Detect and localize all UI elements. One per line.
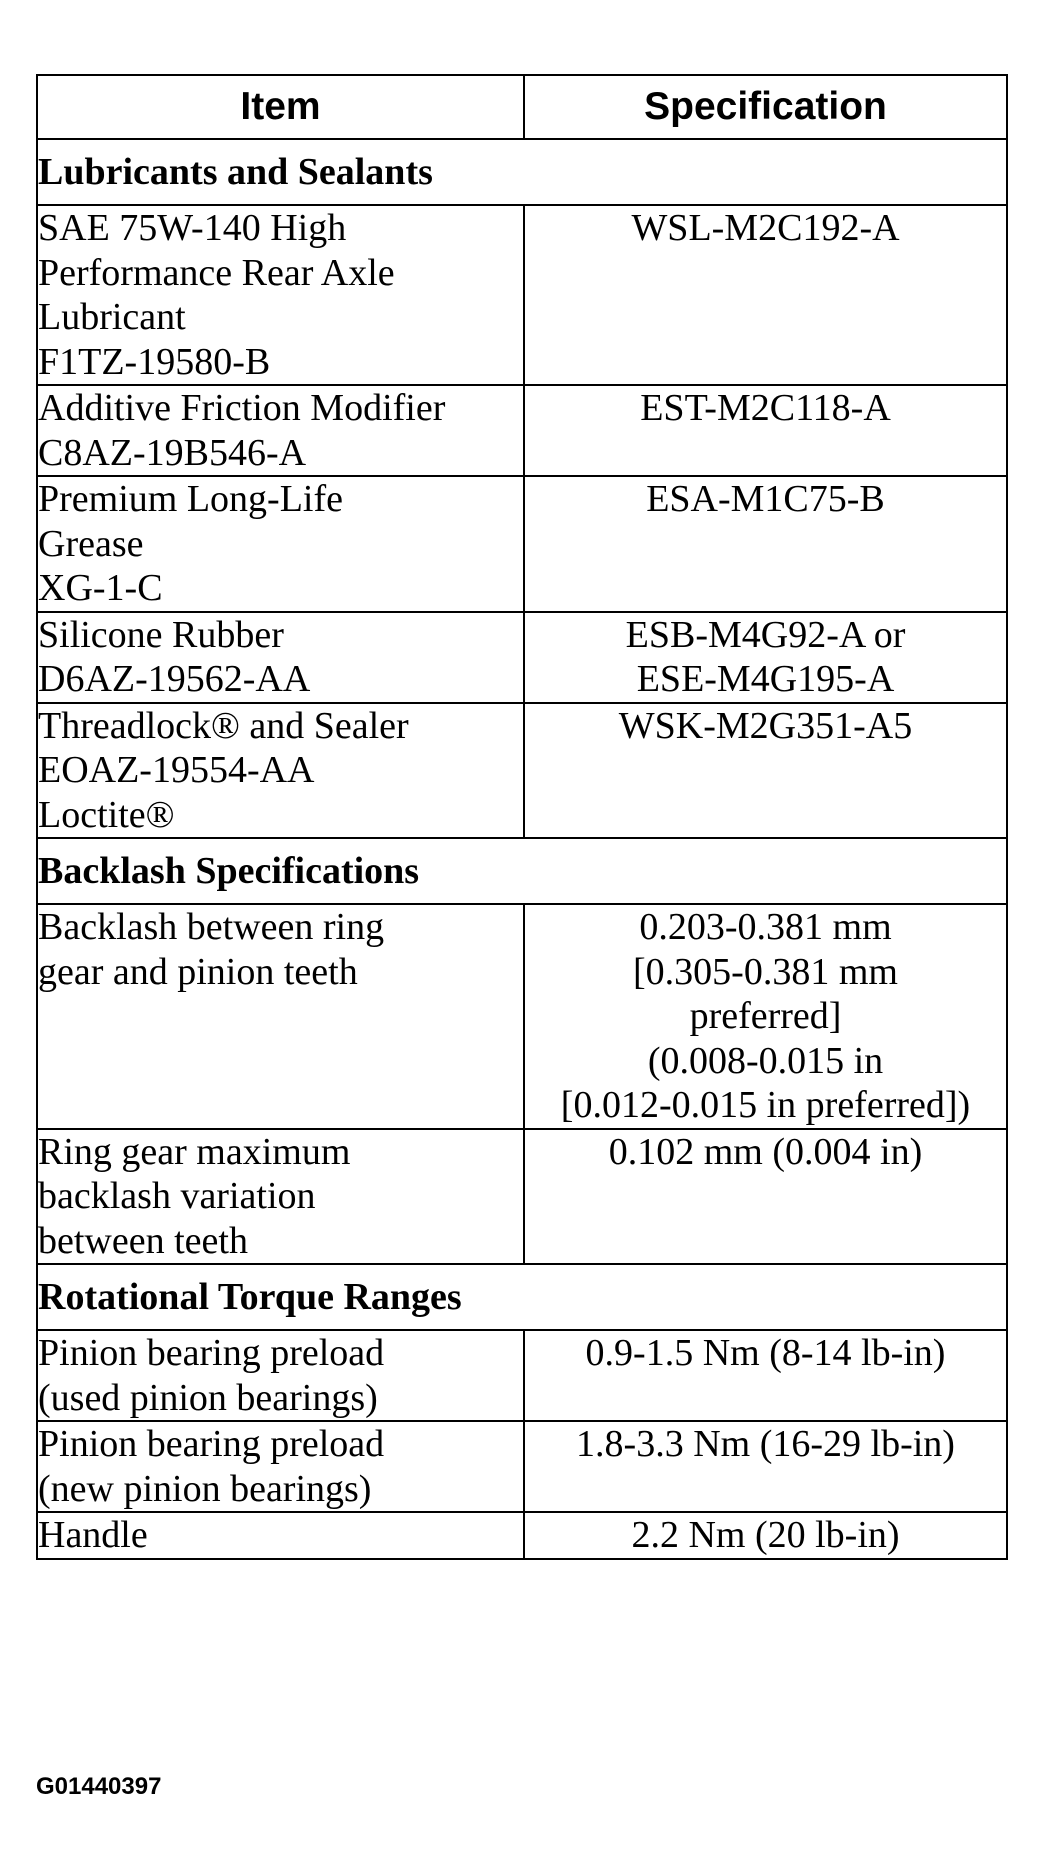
figure-id-label: G01440397 [36, 1773, 162, 1800]
table-row [37, 385, 1007, 476]
table-body [37, 139, 1007, 1559]
spec-cell-line: 1.8-3.3 Nm (16-29 lb-in) [576, 1423, 955, 1465]
section-heading: Lubricants and Sealants [37, 139, 1007, 205]
item-cell [37, 1330, 524, 1421]
item-cell-line: C8AZ-19B546-A [38, 431, 307, 474]
item-cell-line: gear and pinion teeth [38, 950, 358, 993]
table-header [37, 75, 1007, 139]
specification-table [36, 74, 1008, 1560]
spec-cell-line: [0.305-0.381 mm [633, 950, 898, 993]
spec-cell-line: 0.102 mm (0.004 in) [608, 1130, 923, 1173]
item-cell-line: F1TZ-19580-B [38, 340, 271, 383]
spec-cell-line: preferred] [689, 995, 842, 1037]
item-cell-line: backlash variation [38, 1175, 316, 1217]
item-cell [37, 904, 524, 1129]
item-cell-line: XG-1-C [38, 567, 163, 609]
item-column-header: Item [37, 75, 524, 139]
spec-cell-line: ESA-M1C75-B [646, 478, 885, 520]
item-cell-line: Loctite® [38, 793, 175, 836]
spec-cell [524, 1330, 1007, 1421]
item-cell-line: Additive Friction Modifier [38, 387, 446, 429]
table-row [37, 612, 1007, 703]
spec-cell-line: WSL-M2C192-A [631, 207, 900, 249]
item-cell [37, 612, 524, 703]
item-cell-line: Premium Long-Life [38, 478, 343, 520]
item-cell [37, 703, 524, 839]
spec-cell-line: ESB-M4G92-A or [625, 613, 906, 656]
section-heading: Backlash Specifications [37, 838, 1007, 904]
spec-cell-line: 0.9-1.5 Nm (8-14 lb-in) [585, 1332, 946, 1374]
spec-cell [524, 904, 1007, 1129]
table-row [37, 703, 1007, 839]
item-cell-line: (used pinion bearings) [38, 1376, 378, 1419]
spec-cell-line: WSK-M2G351-A5 [618, 704, 913, 747]
item-cell-line: Pinion bearing preload [38, 1423, 385, 1465]
table-row [37, 1421, 1007, 1512]
item-cell-line: D6AZ-19562-AA [38, 658, 311, 700]
item-cell-line: Silicone Rubber [38, 613, 284, 656]
spec-cell [524, 1512, 1007, 1559]
item-cell-line: Ring gear maximum [38, 1130, 351, 1173]
item-cell [37, 1512, 524, 1559]
item-cell-line: Grease [38, 522, 144, 565]
spec-cell [524, 476, 1007, 612]
spec-cell [524, 385, 1007, 476]
item-cell-line: SAE 75W-140 High [38, 207, 347, 249]
item-cell-line: Performance Rear Axle [38, 251, 395, 294]
spec-cell-line: [0.012-0.015 in preferred]) [560, 1084, 971, 1126]
specification-column-header: Specification [524, 75, 1007, 139]
spec-cell [524, 1129, 1007, 1265]
item-cell-line: (new pinion bearings) [38, 1467, 372, 1510]
spec-cell [524, 612, 1007, 703]
item-cell [37, 385, 524, 476]
spec-cell-line: ESE-M4G195-A [636, 658, 895, 700]
item-cell-line: Threadlock® and Sealer [38, 704, 409, 747]
spec-cell [524, 1421, 1007, 1512]
item-cell-line: EOAZ-19554-AA [38, 749, 315, 791]
table-row [37, 476, 1007, 612]
spec-cell-line: 0.203-0.381 mm [639, 906, 892, 948]
section-row [37, 1264, 1007, 1330]
table-row [37, 1512, 1007, 1559]
item-cell [37, 205, 524, 385]
item-cell [37, 1129, 524, 1265]
spec-cell-line: 2.2 Nm (20 lb-in) [631, 1514, 900, 1556]
spec-cell [524, 703, 1007, 839]
table-row [37, 1129, 1007, 1265]
header-row [37, 75, 1007, 139]
spec-cell-line: EST-M2C118-A [640, 387, 891, 429]
section-row [37, 139, 1007, 205]
item-cell-line: between teeth [38, 1219, 248, 1262]
table-row [37, 1330, 1007, 1421]
item-cell-line: Backlash between ring [38, 906, 385, 948]
spec-cell-line: (0.008-0.015 in [647, 1039, 884, 1082]
item-cell-line: Lubricant [38, 296, 186, 338]
spec-cell [524, 205, 1007, 385]
table-row [37, 205, 1007, 385]
item-cell-line: Pinion bearing preload [38, 1332, 385, 1374]
item-cell-line: Handle [38, 1514, 148, 1556]
table-row [37, 904, 1007, 1129]
section-heading: Rotational Torque Ranges [37, 1264, 1007, 1330]
item-cell [37, 1421, 524, 1512]
item-cell [37, 476, 524, 612]
section-row [37, 838, 1007, 904]
